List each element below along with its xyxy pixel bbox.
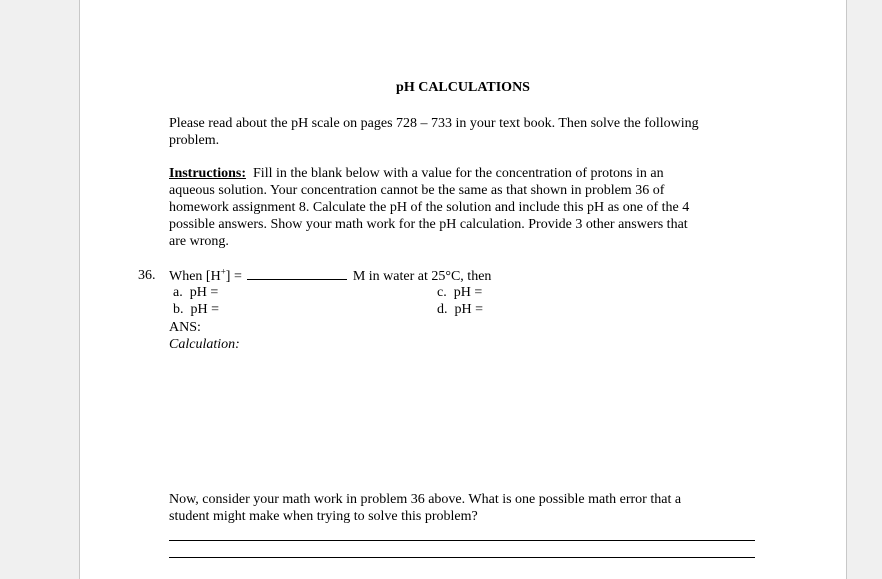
instructions-paragraph xyxy=(169,165,689,250)
instructions-line-4: possible answers. Show your math work for the pH calculation. Provide 3 other answers that xyxy=(169,217,688,232)
option-b xyxy=(173,301,219,318)
option-d xyxy=(437,301,483,318)
option-a-letter: a. xyxy=(173,285,183,300)
option-c-letter: c. xyxy=(437,285,447,300)
superscript-plus: + xyxy=(220,266,226,277)
concentration-blank[interactable] xyxy=(247,267,347,280)
option-d-text: pH = xyxy=(454,302,484,317)
answer-line-2[interactable] xyxy=(169,557,755,558)
page-title: pH CALCULATIONS xyxy=(396,80,530,95)
instructions-line-1: Fill in the blank below with a value for the concentration of protons in an xyxy=(246,166,664,181)
followup-paragraph xyxy=(169,491,681,525)
intro-line-1: Please read about the pH scale on pages 728 – 733 in your text book. Then solve the following xyxy=(169,116,699,131)
followup-line-2: student might make when trying to solve this problem? xyxy=(169,509,478,524)
problem-number: 36. xyxy=(138,268,156,283)
option-b-letter: b. xyxy=(173,302,184,317)
calculation-label: Calculation: xyxy=(169,337,240,352)
instructions-line-3: homework assignment 8. Calculate the pH of the solution and include this pH as one of the 4 xyxy=(169,200,690,215)
option-c xyxy=(437,284,482,301)
option-a-text: pH = xyxy=(189,285,219,300)
answer-line-1[interactable] xyxy=(169,540,755,541)
problem-stem: When [H+] = M in water at 25°C, then xyxy=(169,266,492,284)
followup-line-1: Now, consider your math work in problem 36 above. What is one possible math error that a xyxy=(169,492,682,507)
option-c-text: pH = xyxy=(453,285,483,300)
instructions-line-2: aqueous solution. Your concentration cannot be the same as that shown in problem 36 of xyxy=(169,183,665,198)
intro-paragraph xyxy=(169,115,699,149)
option-b-text: pH = xyxy=(190,302,220,317)
intro-line-2: problem. xyxy=(169,133,220,148)
option-a xyxy=(173,284,218,301)
instructions-line-5: are wrong. xyxy=(169,234,229,249)
instructions-label: Instructions: xyxy=(169,166,247,181)
document-page xyxy=(79,0,847,579)
option-d-letter: d. xyxy=(437,302,448,317)
ans-label: ANS: xyxy=(169,320,201,335)
